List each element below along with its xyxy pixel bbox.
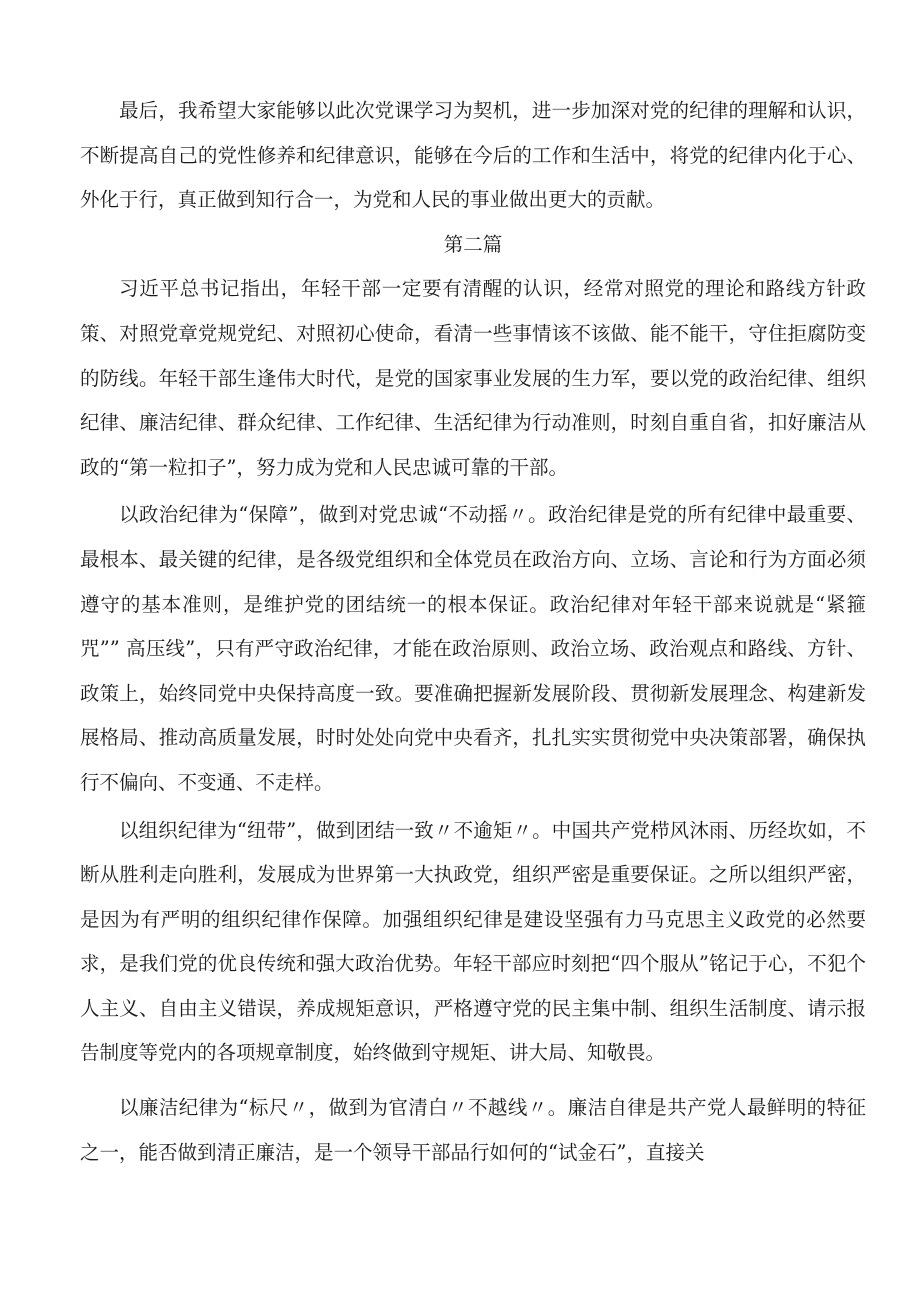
document-body xyxy=(80,89,866,1175)
paragraph-spacer xyxy=(80,1076,866,1086)
paragraph-organizational-discipline: 以组织纪律为“纽带”，做到团结一致〃不逾矩〃。中国共产党栉风沐雨、历经坎如，不断从胜利走向胜利，发展成为世界第一大执政党，组织严密是重要保证。之所以组织严密，是因为有严明的组织纪律作保障。加强组织纪律是建设坚强有力马克思主义政党的必然要求，是我们党的优良传统和强大政治优势。年轻干部应时刻把“四个服从”铭记于心，不犯个人主义、自由主义错误，养成规矩意识，严格遵守党的民主集中制、组织生活制度、请示报告制度等党内的各项规章制度，始终做到守规矩、讲大局、知敬畏。 xyxy=(80,818,866,1065)
section-heading: 第二篇 xyxy=(443,232,503,256)
paragraph-political-discipline: 以政治纪律为“保障”，做到对党忠诚“不动摇〃。政治纪律是党的所有纪律中最重要、最根本、最关键的纪律，是各级党组织和全体党员在政治方向、立场、言论和行为方面必须遵守的基本准则，是维护党的团结统一的根本保证。政治纪律对年轻干部来说就是“紧箍咒”” 高压线”，只有严守政治纪律，才能在政治原则、政治立场、政治观点和路线、方针、政策上，始终同党中央保持高度一致。要准确把握新发展阶段、贯彻新发展理念、构建新发展格局、推动高质量发展，时时处处向党中央看齐，扎扎实实贯彻党中央决策部署，确保执行不偏向、不变通、不走样。 xyxy=(80,503,866,794)
paragraph-closing: 最后，我希望大家能够以此次党课学习为契机，进一步加深对党的纪律的理解和认识，不断提高自己的党性修养和纪律意识，能够在今后的工作和生活中，将党的纪律内化于心、外化于行，真正做到知行合一，为党和人民的事业做出更大的贡献。 xyxy=(80,99,866,212)
paragraph-integrity-discipline: 以廉洁纪律为“标尺〃，做到为官清白〃不越线〃。廉洁自律是共产党人最鲜明的特征之一，能否做到清正廉洁，是一个领导干部品行如何的“试金石”，直接关 xyxy=(80,1096,866,1164)
paragraph-intro: 习近平总书记指出，年轻干部一定要有清醒的认识，经常对照党的理论和路线方针政策、对照党章党规党纪、对照初心使命，看清一些事情该不该做、能不能干，守住拒腐防变的防线。年轻干部生逢伟大时代，是党的国家事业发展的生力军，要以党的政治纪律、组织纪律、廉洁纪律、群众纪律、工作纪律、生活纪律为行动准则，时刻自重自省，扣好廉洁从政的“第一粒扣子”，努力成为党和人民忠诚可靠的干部。 xyxy=(80,277,866,479)
